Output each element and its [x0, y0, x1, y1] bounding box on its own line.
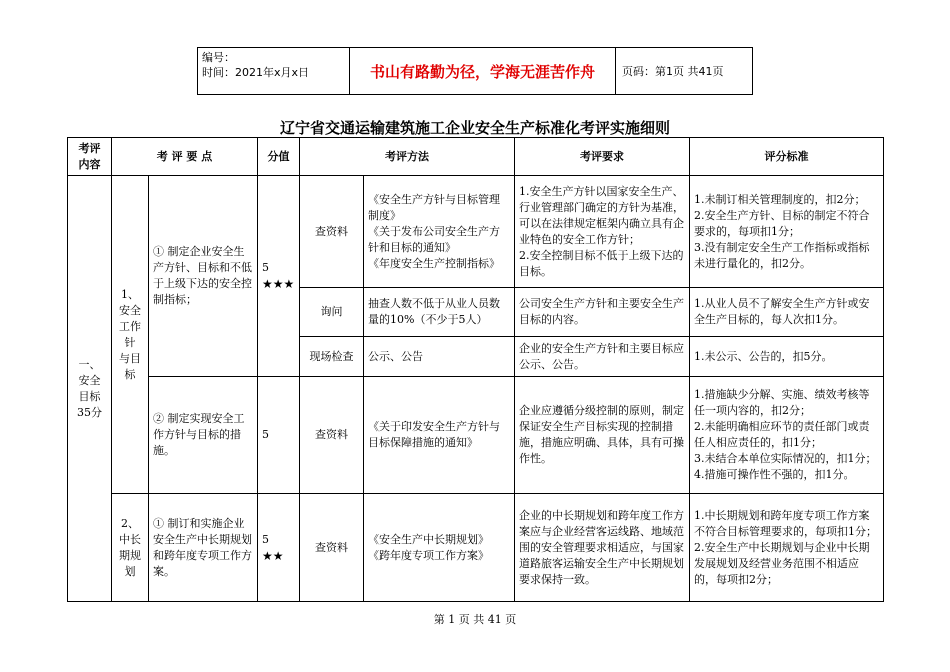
score-value: 5 [262, 532, 269, 546]
method-detail: 《安全生产方针与目标管理制度》 《关于发布公司安全生产方针和目标的通知》 《年度安全生产控制指标》 [364, 176, 515, 288]
requirement: 1.安全生产方针以国家安全生产、行业管理部门确定的方针为基准，可以在法律规定框架内确立具有企业特色的安全工作方针； 2.安全控制目标不低于上级下达的目标。 [515, 176, 690, 288]
score-cell [258, 494, 300, 602]
table-header-row [68, 138, 884, 176]
score-value: 5 [262, 261, 269, 274]
score-cell [258, 377, 300, 494]
method-type: 查资料 [300, 494, 364, 602]
page-footer: 第 1 页 共 41 页 [433, 613, 517, 626]
col-header-content: 考评 内容 [68, 138, 112, 176]
assessment-table [67, 137, 884, 602]
method-type: 查资料 [300, 176, 364, 288]
scoring-standard: 1.措施缺少分解、实施、绩效考核等任一项内容的，扣2分； 2.未能明确相应环节的责任部门或责任人相应责任的，扣1分； 3.未结合本单位实际情况的，扣1分； 4.措施可操作性不强的，扣1分。 [690, 377, 884, 494]
table-row [68, 377, 884, 494]
requirement: 公司安全生产方针和主要安全生产目标的内容。 [515, 288, 690, 337]
doc-time-label: 时间：2021年x月x日 [202, 66, 310, 79]
header-page-number: 页码：第1页 共41页 [622, 65, 724, 78]
requirement: 企业的中长期规划和跨年度工作方案应与企业经营客运线路、地域范围的安全管理要求相适应，与国家道路旅客运输安全生产中长期规划要求保持一致。 [515, 494, 690, 602]
method-detail: 《安全生产中长期规划》 《跨年度专项工作方案》 [364, 494, 515, 602]
col-header-score: 分值 [258, 138, 300, 176]
assessment-point: ① 制定企业安全生产方针、目标和不低于上级下达的安全控制指标； [149, 176, 258, 377]
table-row [68, 176, 884, 288]
col-header-points: 考 评 要 点 [112, 138, 258, 176]
section-label: 一、 安全 目标 35分 [68, 176, 112, 602]
scoring-standard: 1.从业人员不了解安全生产方针或安全生产目标的，每人次扣1分。 [690, 288, 884, 337]
star-rating: ★★ [262, 548, 284, 563]
scoring-standard: 1.未制订相关管理制度的，扣2分； 2.安全生产方针、目标的制定不符合要求的，每项扣1分； 3.没有制定安全生产工作指标或指标未进行量化的，扣2分。 [690, 176, 884, 288]
score-value: 5 [262, 428, 269, 441]
score-cell [258, 176, 300, 377]
method-detail: 公示、公告 [364, 337, 515, 377]
col-header-standard: 评分标准 [690, 138, 884, 176]
method-detail: 抽查人数不低于从业人员数量的10%（不少于5人） [364, 288, 515, 337]
method-type: 现场检查 [300, 337, 364, 377]
header-meta [198, 48, 350, 94]
document-title: 辽宁省交通运输建筑施工企业安全生产标准化考评实施细则 [279, 119, 670, 137]
col-header-method: 考评方法 [300, 138, 515, 176]
scoring-standard: 1.未公示、公告的，扣5分。 [690, 337, 884, 377]
group-label-2: 2、 中长 期规 划 [112, 494, 149, 602]
header-motto: 书山有路勤为径，学海无涯苦作舟 [350, 48, 616, 94]
method-type: 询问 [300, 288, 364, 337]
requirement: 企业应遵循分级控制的原则，制定保证安全生产目标实现的控制措施，措施应明确、具体，具有可操作性。 [515, 377, 690, 494]
assessment-point: ② 制定实现安全工作方针与目标的措施。 [149, 377, 258, 494]
scoring-standard: 1.中长期规划和跨年度专项工作方案不符合目标管理要求的，每项扣1分； 2.安全生产中长期规划与企业中长期发展规划及经营业务范围不相适应的，每项扣2分； [690, 494, 884, 602]
col-header-requirement: 考评要求 [515, 138, 690, 176]
method-detail: 《关于印发安全生产方针与目标保障措施的通知》 [364, 377, 515, 494]
doc-number-label: 编号： [202, 51, 235, 64]
requirement: 企业的安全生产方针和主要目标应公示、公告。 [515, 337, 690, 377]
group-label-1: 1、 安全 工作 针 与目 标 [112, 176, 149, 494]
page-header [197, 47, 753, 95]
method-type: 查资料 [300, 377, 364, 494]
table-row [68, 494, 884, 602]
star-rating: ★★★ [262, 277, 295, 291]
assessment-point: ① 制订和实施企业安全生产中长期规划和跨年度专项工作方案。 [149, 494, 258, 602]
